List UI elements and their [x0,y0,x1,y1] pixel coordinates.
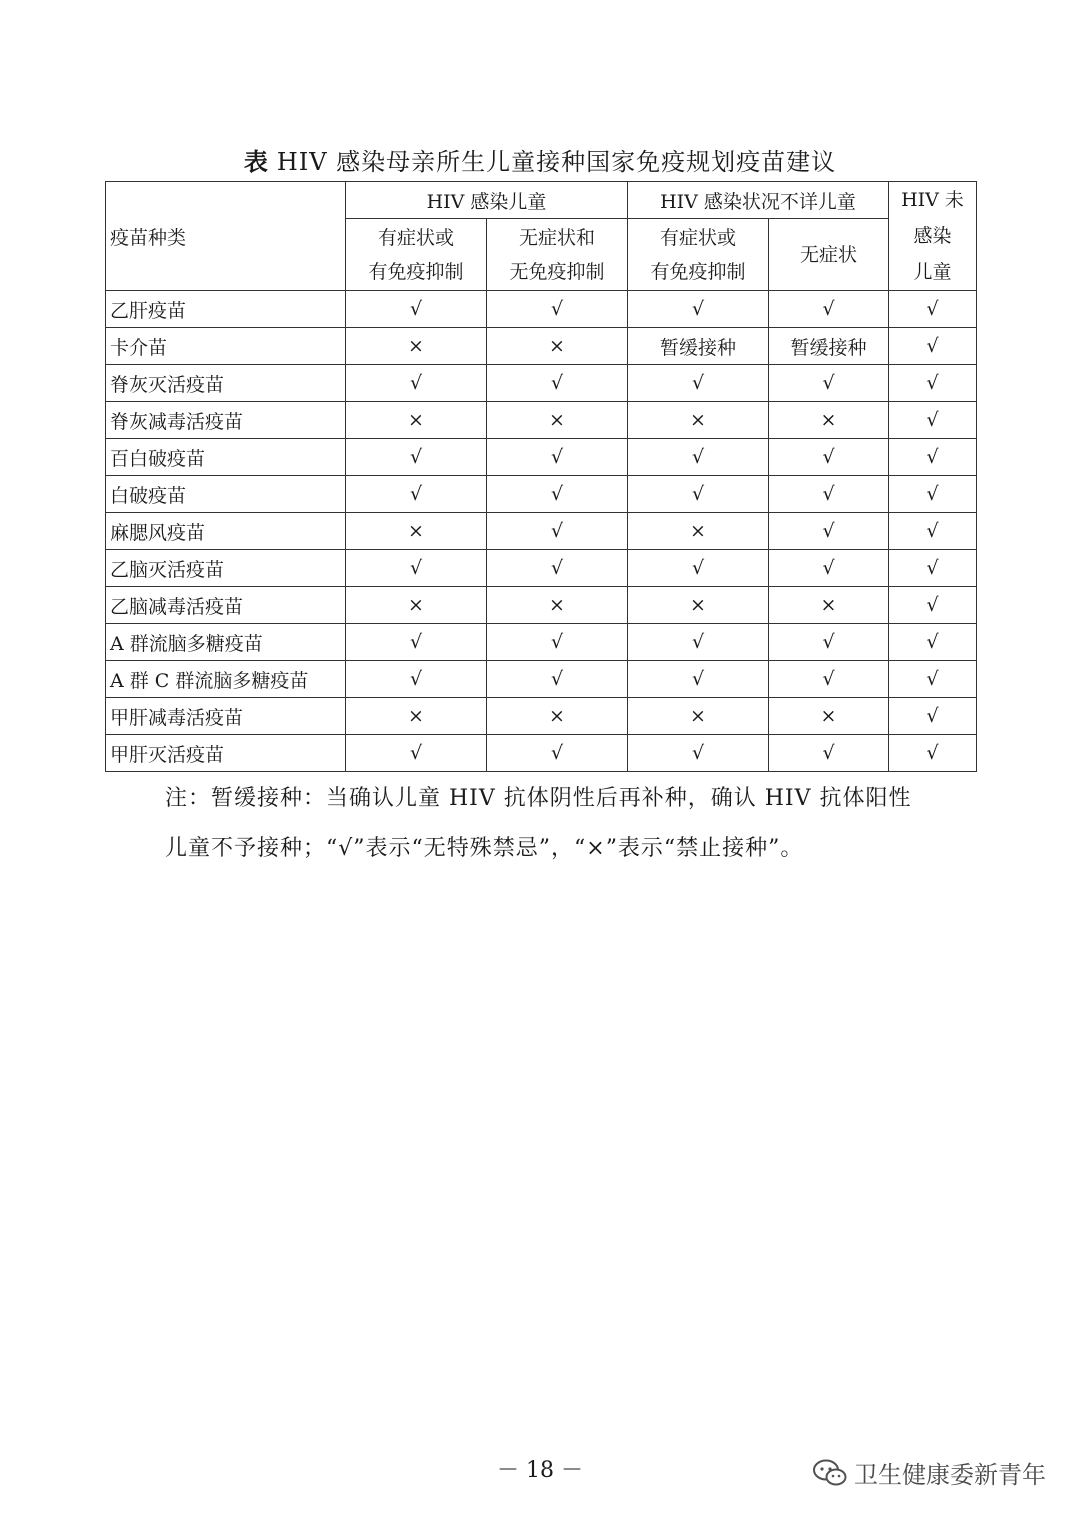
table-row [106,587,977,624]
recommendation-cell: √ [889,476,977,513]
recommendation-cell: √ [346,365,487,402]
recommendation-cell: √ [769,550,889,587]
table-row [106,624,977,661]
recommendation-cell: √ [889,587,977,624]
recommendation-cell: √ [889,439,977,476]
recommendation-cell: √ [487,365,628,402]
recommendation-cell: √ [769,661,889,698]
table-body [106,291,977,772]
recommendation-cell: √ [889,328,977,365]
recommendation-cell: √ [628,661,769,698]
vaccine-name-cell: 百白破疫苗 [106,439,346,476]
recommendation-cell: √ [628,550,769,587]
recommendation-cell: √ [889,624,977,661]
recommendation-cell: √ [346,291,487,328]
recommendation-cell: √ [769,476,889,513]
vaccine-name-cell: 乙脑灭活疫苗 [106,550,346,587]
recommendation-cell: × [769,587,889,624]
recommendation-cell: × [346,328,487,365]
subheader-unknown-symptomatic: 有症状或 有免疫抑制 [628,219,769,291]
subheader-infected-symptomatic: 有症状或 有免疫抑制 [346,219,487,291]
table-row [106,291,977,328]
wechat-icon [812,1458,848,1488]
recommendation-cell: × [487,402,628,439]
vaccine-name-cell: A 群 C 群流脑多糖疫苗 [106,661,346,698]
recommendation-cell: √ [628,365,769,402]
recommendation-cell: √ [889,513,977,550]
subheader-unknown-asymptomatic: 无症状 [769,219,889,291]
table-row [106,735,977,772]
recommendation-cell: √ [628,735,769,772]
table-title-text: HIV 感染母亲所生儿童接种国家免疫规划疫苗建议 [276,148,837,176]
vaccine-name-cell: 脊灰减毒活疫苗 [106,402,346,439]
recommendation-cell: √ [889,550,977,587]
recommendation-cell: √ [487,624,628,661]
vaccine-name-cell: 乙肝疫苗 [106,291,346,328]
recommendation-cell: √ [769,513,889,550]
recommendation-cell: √ [769,291,889,328]
recommendation-cell: √ [487,439,628,476]
vaccine-name-cell: 白破疫苗 [106,476,346,513]
table-row [106,439,977,476]
recommendation-cell: × [346,513,487,550]
table-row [106,661,977,698]
table-row [106,476,977,513]
recommendation-cell: 暂缓接种 [769,328,889,365]
recommendation-cell: √ [487,550,628,587]
recommendation-cell: √ [769,439,889,476]
vaccine-name-cell: 甲肝减毒活疫苗 [106,698,346,735]
vaccine-name-cell: 卡介苗 [106,328,346,365]
recommendation-cell: √ [346,624,487,661]
header-hiv-uninfected: HIV 未 感染 儿童 [889,182,977,291]
table-note: 注：暂缓接种：当确认儿童 HIV 抗体阴性后再补种，确认 HIV 抗体阳性儿童不予接种；“√”表示“无特殊禁忌”，“×”表示“禁止接种”。 [165,786,912,861]
vaccine-name-cell: 乙脑减毒活疫苗 [106,587,346,624]
recommendation-cell: √ [889,291,977,328]
recommendation-cell: × [346,698,487,735]
recommendation-cell: × [628,587,769,624]
watermark [812,1455,1046,1490]
recommendation-cell: × [487,328,628,365]
recommendation-cell: √ [487,735,628,772]
recommendation-cell: √ [889,735,977,772]
recommendation-cell: × [769,698,889,735]
recommendation-cell: √ [889,402,977,439]
table-row [106,698,977,735]
recommendation-cell: √ [628,624,769,661]
vaccine-name-cell: A 群流脑多糖疫苗 [106,624,346,661]
recommendation-cell: × [487,698,628,735]
table-title [0,142,1080,177]
table-row [106,550,977,587]
recommendation-cell: × [769,402,889,439]
recommendation-cell: × [346,587,487,624]
header-vaccine-type: 疫苗种类 [106,182,346,291]
vaccination-table [105,181,977,772]
recommendation-cell: × [487,587,628,624]
recommendation-cell: × [628,402,769,439]
recommendation-cell: √ [487,661,628,698]
table-row [106,328,977,365]
vaccine-name-cell: 甲肝灭活疫苗 [106,735,346,772]
recommendation-cell: √ [889,661,977,698]
vaccine-name-cell: 麻腮风疫苗 [106,513,346,550]
recommendation-cell: × [628,698,769,735]
recommendation-cell: √ [346,476,487,513]
recommendation-cell: √ [487,291,628,328]
recommendation-cell: √ [628,476,769,513]
vaccine-name-cell: 脊灰灭活疫苗 [106,365,346,402]
recommendation-cell: √ [769,365,889,402]
recommendation-cell: √ [346,661,487,698]
recommendation-cell: √ [487,476,628,513]
recommendation-cell: √ [889,365,977,402]
recommendation-cell: √ [487,513,628,550]
recommendation-cell: √ [346,550,487,587]
page-number: － 18 － [497,1458,583,1483]
header-hiv-unknown: HIV 感染状况不详儿童 [628,182,889,219]
recommendation-cell: √ [769,624,889,661]
header-hiv-infected: HIV 感染儿童 [346,182,628,219]
recommendation-cell: √ [769,735,889,772]
recommendation-cell: √ [346,735,487,772]
recommendation-cell: √ [628,439,769,476]
table-row [106,402,977,439]
recommendation-cell: × [628,513,769,550]
recommendation-cell: × [346,402,487,439]
subheader-infected-asymptomatic: 无症状和 无免疫抑制 [487,219,628,291]
recommendation-cell: √ [628,291,769,328]
table-row [106,513,977,550]
recommendation-cell: √ [346,439,487,476]
table-row [106,365,977,402]
table-title-prefix: 表 [243,147,269,176]
watermark-text: 卫生健康委新青年 [854,1461,1046,1489]
recommendation-cell: √ [889,698,977,735]
recommendation-cell: 暂缓接种 [628,328,769,365]
